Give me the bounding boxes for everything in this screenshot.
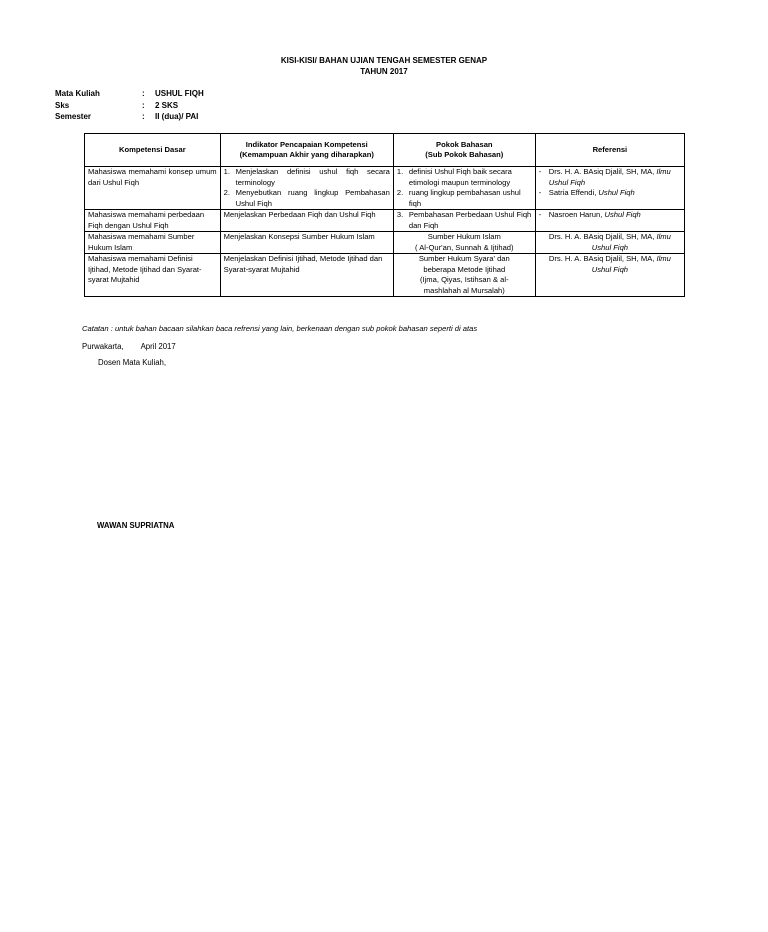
pokok-line: Sumber Hukum Islam xyxy=(427,232,501,241)
pokok-line: (Ijma, Qiyas, Istihsan & al- xyxy=(419,275,509,284)
course-value: USHUL FIQH xyxy=(155,89,204,98)
header-pokok xyxy=(393,134,535,167)
indikator-text: Menjelaskan Perbedaan Fiqh dan Ushul Fiqh xyxy=(223,210,376,219)
kompetensi-text: Mahasiswa memahami Definisi Ijtihad, Metode Ijtihad dan Syarat-syarat Mujtahid xyxy=(88,254,202,284)
kompetensi-text: Mahasiswa memahami konsep umum dari Ushul Fiqh xyxy=(88,167,217,187)
item-text: Menyebutkan ruang lingkup Pembahasan Ushul Fiqh xyxy=(235,188,390,208)
cell-referensi xyxy=(535,167,684,210)
document-title: KISI-KISI/ BAHAN UJIAN TENGAH SEMESTER GENAP xyxy=(280,56,488,65)
table-row xyxy=(85,232,685,254)
semester-info-row xyxy=(55,111,204,123)
reference-item xyxy=(539,167,681,188)
reference-author: Drs. H. A. BAsiq Djalil, SH, MA, xyxy=(548,167,657,176)
dash: - xyxy=(538,188,542,197)
pokok-list xyxy=(397,210,532,231)
course-label: Mata Kuliah xyxy=(55,89,100,98)
reference-text xyxy=(549,210,641,221)
cell-kompetensi xyxy=(85,210,221,232)
dash: - xyxy=(538,167,542,176)
place: Purwakarta, xyxy=(82,342,124,351)
item-text: Pembahasan Perbedaan Ushul Fiqh dan Fiqh xyxy=(408,210,532,230)
header-indikator xyxy=(220,134,393,167)
colon: : xyxy=(142,112,145,121)
cell-pokok xyxy=(393,167,535,210)
reference-book: Ushul Fiqh xyxy=(598,188,635,197)
cell-pokok xyxy=(393,254,535,297)
item-number: 1. xyxy=(396,167,404,176)
cell-indikator xyxy=(220,232,393,254)
cell-pokok xyxy=(393,210,535,232)
header-pokok-line2: (Sub Pokok Bahasan) xyxy=(425,150,504,159)
list-item xyxy=(397,210,532,231)
item-number: 2. xyxy=(223,188,230,197)
lecturer-name: WAWAN SUPRIATNA xyxy=(97,521,175,530)
indikator-list xyxy=(224,167,390,209)
reference-item xyxy=(539,210,681,221)
course-info xyxy=(55,88,204,123)
note-label: Catatan : xyxy=(82,324,115,333)
reference-book: Ushul Fiqh xyxy=(604,210,641,219)
semester-value: II (dua)/ PAI xyxy=(155,112,199,121)
pokok-line: ( Al-Qur'an, Sunnah & Ijtihad) xyxy=(415,242,514,252)
header-indikator-line1: Indikator Pencapaian Kompetensi xyxy=(245,139,368,149)
pokok-line: mashlahah al Mursalah) xyxy=(423,285,505,295)
cell-kompetensi xyxy=(85,167,221,210)
kompetensi-text: Mahasiswa memahami perbedaan Fiqh dengan Ushul Fiqh xyxy=(88,210,205,230)
competency-table xyxy=(84,133,685,297)
header-kompetensi: Kompetensi Dasar xyxy=(85,134,221,167)
reference-author: Satria Effendi, xyxy=(548,188,599,197)
item-text: definisi Ushul Fiqh baik secara etimologi maupun terminology xyxy=(408,167,512,187)
pokok-line: beberapa Metode Ijtihad xyxy=(423,264,506,274)
cell-indikator xyxy=(220,167,393,210)
list-item xyxy=(224,188,390,209)
list-item xyxy=(397,188,532,209)
item-number: 3. xyxy=(396,210,404,219)
pokok-list xyxy=(397,167,532,209)
credits-value: 2 SKS xyxy=(155,100,179,110)
place-date xyxy=(82,341,176,352)
kompetensi-text: Mahasiswa memahami Sumber Hukum Islam xyxy=(88,232,195,252)
reference-book: Ilmu Ushul Fiqh xyxy=(548,167,671,187)
header-pokok-line1: Pokok Bahasan xyxy=(436,139,493,149)
reference-text xyxy=(549,167,681,188)
reference-text xyxy=(549,188,635,199)
item-text: ruang lingkup pembahasan ushul fiqh xyxy=(408,188,521,208)
reference-author: Drs. H. A. BAsiq Djalil, SH, MA, xyxy=(548,232,657,241)
date: April 2017 xyxy=(140,342,176,351)
cell-kompetensi xyxy=(85,254,221,297)
cell-referensi xyxy=(535,254,684,297)
dash: - xyxy=(538,210,542,219)
cell-pokok xyxy=(393,232,535,254)
credits-label: Sks xyxy=(55,100,70,110)
indikator-text: Menjelaskan Konsepsi Sumber Hukum Islam xyxy=(223,232,375,241)
reference-item xyxy=(539,188,681,199)
lecturer-label: Dosen Mata Kuliah, xyxy=(98,358,167,367)
list-item xyxy=(224,167,390,188)
semester-label: Semester xyxy=(55,112,92,121)
item-text: Menjelaskan definisi ushul fiqh secara terminology xyxy=(235,167,390,187)
cell-kompetensi xyxy=(85,232,221,254)
colon: : xyxy=(142,89,145,98)
item-number: 2. xyxy=(396,188,404,197)
cell-referensi xyxy=(535,210,684,232)
header-referensi: Referensi xyxy=(535,134,684,167)
credits-info-row xyxy=(55,100,204,112)
note-text: untuk bahan bacaan silahkan baca refrensi yang lain, berkenaan dengan sub pokok bahasan seperti di atas xyxy=(114,324,478,333)
note xyxy=(82,323,477,334)
reference-author: Drs. H. A. BAsiq Djalil, SH, MA, xyxy=(548,254,657,263)
indikator-text: Menjelaskan Definisi Ijtihad, Metode Ijtihad dan Syarat-syarat Mujtahid xyxy=(223,254,383,274)
table-row xyxy=(85,254,685,297)
header-indikator-line2: (Kemampuan Akhir yang diharapkan) xyxy=(239,150,374,159)
table-row xyxy=(85,210,685,232)
list-item xyxy=(397,167,532,188)
document-year: TAHUN 2017 xyxy=(360,67,408,76)
cell-indikator xyxy=(220,210,393,232)
table-row xyxy=(85,167,685,210)
reference-book: Ilmu Ushul Fiqh xyxy=(591,254,671,274)
item-number: 1. xyxy=(223,167,230,176)
reference-author: Nasroen Harun, xyxy=(548,210,605,219)
cell-referensi xyxy=(535,232,684,254)
pokok-line: Sumber Hukum Syara' dan xyxy=(418,254,510,263)
colon: : xyxy=(142,100,145,110)
table-header-row xyxy=(85,134,685,167)
course-info-row xyxy=(55,88,204,100)
cell-indikator xyxy=(220,254,393,297)
reference-book: Ilmu Ushul Fiqh xyxy=(591,232,671,252)
